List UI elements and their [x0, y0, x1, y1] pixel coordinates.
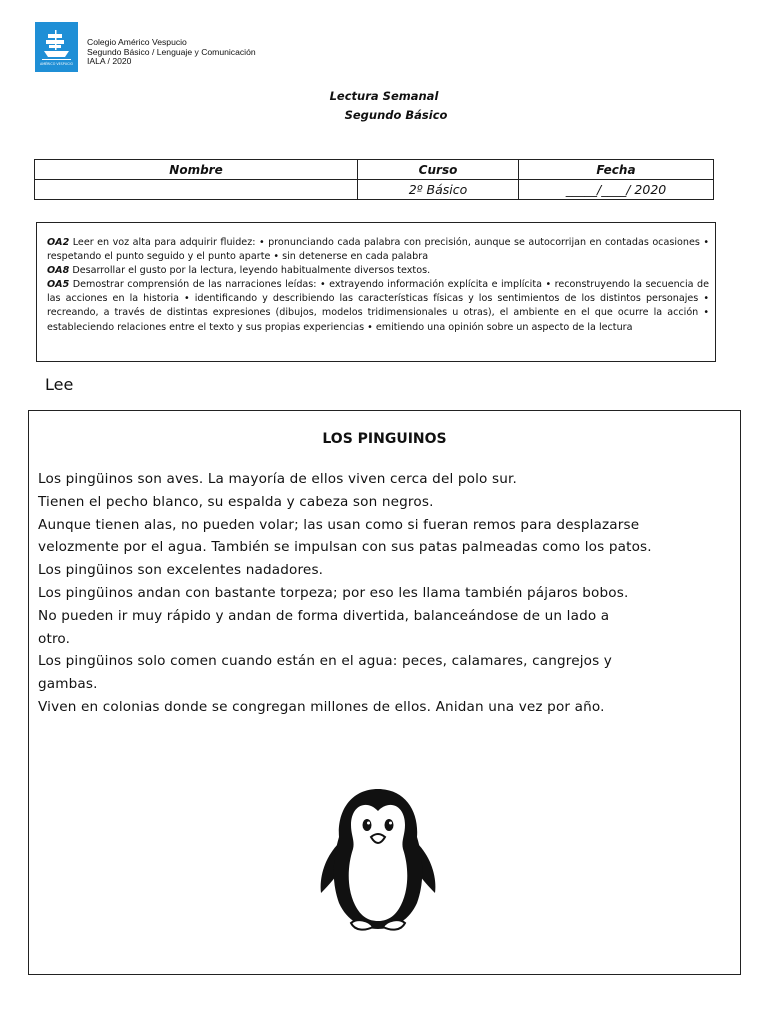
story-line: velozmente por el agua. También se impulsan con sus patas palmeadas como los patos. [38, 539, 652, 556]
objective-code: OA8 [47, 265, 70, 277]
table-row [35, 180, 714, 200]
objective-text: Leer en voz alta para adquirir fluidez: • pronunciando cada palabra con precisión, aunque se autocorrijan en contadas ocasiones • respetando el punto seguido y el punto aparte • sin detenerse en cada palabra [47, 237, 709, 263]
story-text [38, 468, 738, 719]
student-info-table [34, 159, 714, 200]
instruction-label: Lee [45, 375, 74, 394]
story-title: LOS PINGUINOS [322, 431, 447, 447]
objective-oa5 [47, 278, 709, 334]
subject-line: Segundo Básico / Lenguaje y Comunicación [87, 46, 256, 57]
objective-oa8 [47, 264, 709, 278]
objectives-box [36, 222, 716, 362]
nombre-field[interactable] [35, 180, 358, 200]
reading-box [28, 410, 741, 975]
fecha-field[interactable]: _____/____/ 2020 [519, 180, 714, 200]
school-info [87, 38, 256, 67]
header-curso: Curso [358, 160, 519, 180]
story-line: Los pingüinos son excelentes nadadores. [38, 562, 324, 579]
org-year: IALA / 2020 [87, 56, 132, 67]
table-header-row [35, 160, 714, 180]
story-line: Los pingüinos son aves. La mayoría de ellos viven cerca del polo sur. [38, 471, 517, 487]
objective-code: OA2 [47, 237, 70, 248]
doc-title-line1: Lectura Semanal [329, 89, 439, 103]
story-line: Los pingüinos andan con bastante torpeza; por eso les llama también pájaros bobos. [38, 584, 629, 601]
doc-title-line2: Segundo Básico [344, 108, 448, 122]
story-line: otro. [38, 630, 71, 647]
penguin-icon [317, 785, 439, 935]
story-line: Los pingüinos solo comen cuando están en el agua: peces, calamares, cangrejos y [38, 653, 612, 670]
header-fecha: Fecha [519, 160, 714, 180]
story-line: gambas. [38, 676, 98, 693]
objective-text: Demostrar comprensión de las narraciones leídas: • extrayendo información explícita e implícita • reconstruyendo la secuencia de las acciones en la historia • identificando y describiendo las características físicas y los sentimientos de los distintos personajes • recreando, a través de distintas expresiones (dibujos, modelos tridimensionales u otras), el ambiente en el que ocurre la acción • estableciendo relaciones entre el texto y sus propias experiencias • emitiendo una opinión sobre un aspecto de la lectura [47, 279, 709, 333]
story-line: No pueden ir muy rápido y andan de forma divertida, balanceándose de un lado a [38, 607, 610, 624]
logo-text: AMÉRICO VESPUCIO [39, 62, 74, 66]
objective-code: OA5 [47, 279, 70, 291]
story-line: Aunque tienen alas, no pueden volar; las usan como si fueran remos para desplazarse [38, 516, 640, 533]
header-nombre: Nombre [35, 160, 358, 180]
school-name: Colegio Américo Vespucio [87, 37, 187, 47]
ship-logo-icon [35, 22, 78, 72]
story-line: Tienen el pecho blanco, su espalda y cabeza son negros. [38, 493, 434, 510]
curso-value: 2º Básico [358, 180, 519, 200]
story-line: Viven en colonias donde se congregan millones de ellos. Anidan una vez por año. [38, 698, 605, 715]
objective-oa2 [47, 236, 709, 264]
school-logo [35, 22, 78, 72]
objective-text: Desarrollar el gusto por la lectura, leyendo habitualmente diversos textos. [69, 265, 431, 277]
